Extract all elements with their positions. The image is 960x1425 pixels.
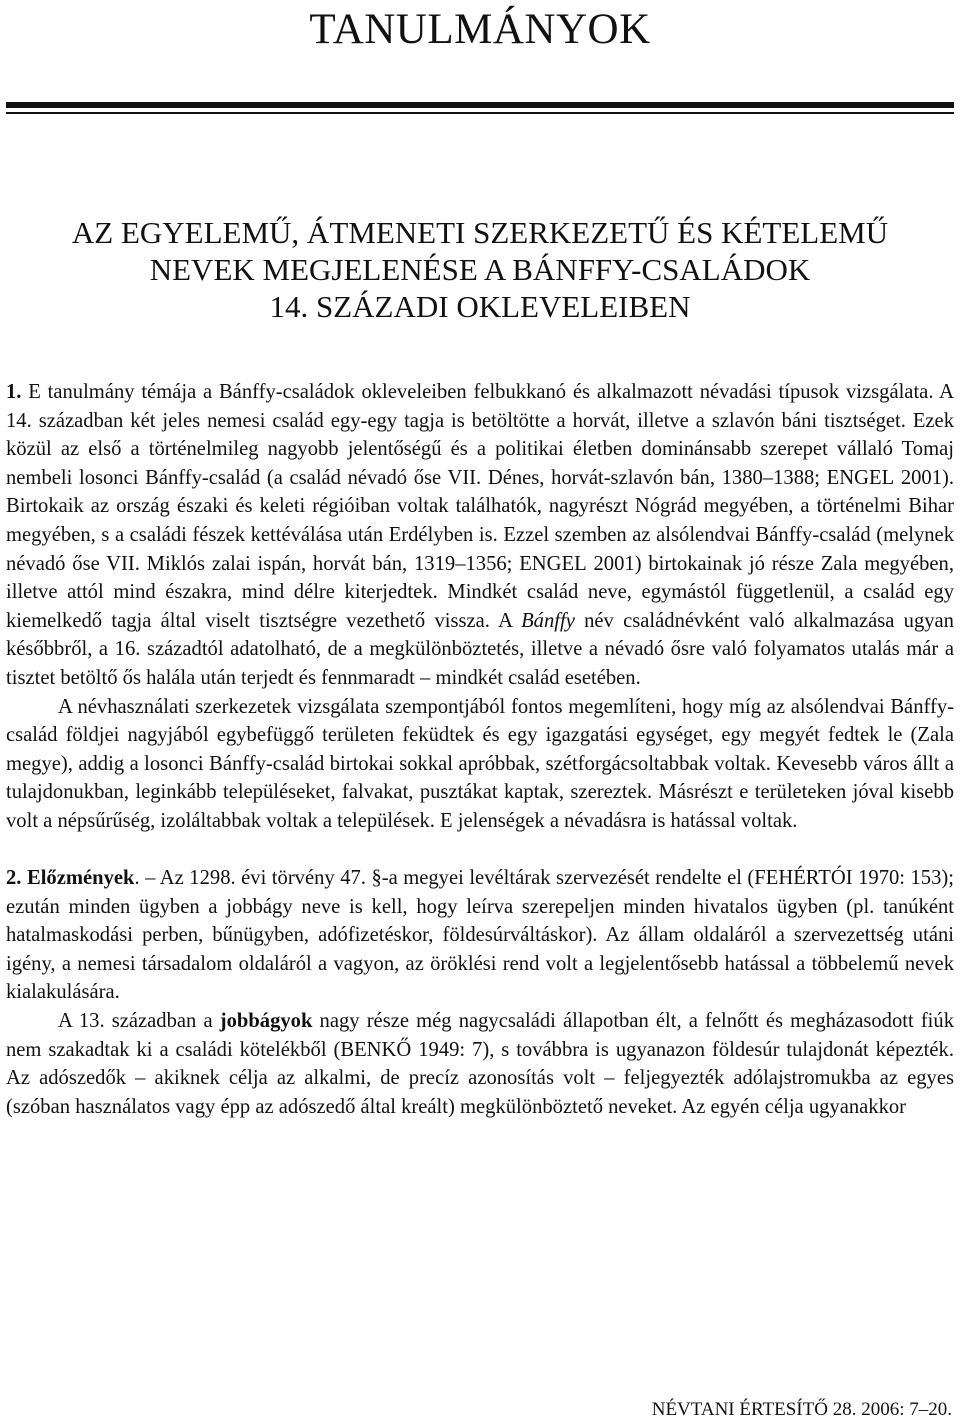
text-run: 1949: 7), s továbbra is ugyanazon földesúr tulajdonát képezték. Az adószedők – akiknek célja az alkalmi, de precíz azonosítás volt – feljegyezték adólajstromukba az egyes (szóban használatos vagy épp az adószedő által kreált) megkülönböztető neveket. Az egyén célja ugyanakkor — [6, 1038, 954, 1118]
paragraph-section-2 — [6, 864, 954, 1007]
section-heading: Előzmények — [26, 867, 135, 890]
text-run: 2001). Birtokaik az ország északi és keleti régióiban voltak találhatók, nagyrészt Nógrád megyében, a történelmi Bihar megyében, s a családi fészek kettéválása után Erdélyben is. Ezzel szemben az alsólendvai Bánffy-család (melynek névadó őse VII. Miklós zalai ispán, horvát bán, 1319–1356; — [6, 466, 955, 575]
article-title-line: NEVEK MEGJELENÉSE A BÁNFFY-CSALÁDOK — [149, 252, 811, 287]
text-run: név családnévként való alkalmazása ugyan későbbről, a 16. századtól adatolható, de a megkülönböztetés, illetve a névadó ősre való folyamatos utalás már a tisztet betöltő ős halála után terjedt és fennmaradt – mindkét család esetében. — [6, 609, 954, 689]
article-title — [0, 214, 960, 325]
citation-author: FEHÉRTÓI — [754, 867, 853, 890]
header-rule-thick — [6, 102, 954, 108]
text-run: nagy része még nagycsaládi állapotban élt, a felnőtt és megházasodott fiúk nem szakadtak ki a családi kötelékből ( — [6, 1010, 954, 1061]
header-rule-thin — [6, 112, 954, 114]
article-title-line: AZ EGYELEMŰ, ÁTMENETI SZERKEZETŰ ÉS KÉTELEMŰ — [71, 215, 889, 250]
bold-term: jobbágyok — [219, 1010, 313, 1033]
text-run: E tanulmány témája a Bánffy-családok okleveleiben felbukkanó és alkalmazott névadási típusok vizsgálata. A 14. században két jeles nemesi család egy-egy tagja is betöltötte a horvát, illetve a szlavón báni tisztséget. Ezek közül az első a történelmileg nagyobb jelentőségű és a politikai életben dominánsabb szerepet vállaló Tomaj nembeli losonci Bánffy-család (a család névadó őse VII. Dénes, horvát-szlavón bán, 1380–1388; — [6, 381, 954, 489]
italic-term: Bánffy — [521, 609, 575, 632]
article-title-line: 14. SZÁZADI OKLEVELEIBEN — [269, 289, 691, 324]
citation-author: ENGEL — [519, 552, 587, 575]
text-run: . – Az 1298. évi törvény 47. §-a megyei levéltárak szervezését rendelte el ( — [134, 867, 755, 890]
paragraph-section-1 — [6, 378, 954, 693]
article-body — [6, 378, 954, 1121]
paragraph-4 — [6, 1007, 954, 1121]
citation-author: BENKŐ — [340, 1038, 412, 1061]
section-title: TANULMÁNYOK — [309, 6, 651, 53]
section-number: 2. — [6, 867, 22, 890]
text-run: 1970: 153); ezután minden ügyben a jobbágy neve is kell, hogy leírva szerepeljen minden hivatalos ügyben (pl. tanúként hatalmaskodási perben, bűnügyben, adófizetéskor, földesúrváltáskor). Az állam oldaláról a szervezettség utáni igény, a nemesi társadalom oldaláról a vagyon, az öröklési rend volt a legjelentősebb hatással a többelemű nevek kialakulására. — [6, 867, 954, 1004]
citation-author: ENGEL — [826, 466, 895, 489]
journal-citation: NÉVTANI ÉRTESÍTŐ 28. 2006: 7–20. — [651, 1399, 952, 1420]
section-number: 1. — [6, 381, 22, 403]
text-run: A 13. században a — [58, 1010, 220, 1033]
text-run: 2001) birtokainak jó része Zala megyében, illetve attól mind északra, mind délre kiterjedtek. Mindkét család neve, egymástól függetlenül, a család egy kiemelkedő tagja által viselt tisztségre vezethető vissza. A — [6, 552, 954, 632]
paragraph-2: A névhasználati szerkezetek vizsgálata szempontjából fontos megemlíteni, hogy míg az alsólendvai Bánffy-család földjei nagyjából egybefüggő területen feküdtek és egy igazgatási egységet, egy megyét fedtek le (Zala megye), addig a losonci Bánffy-család birtokai sokkal apróbbak, szétforgácsoltabbak voltak. Kevesebb város állt a tulajdonukban, leginkább településeket, falvakat, pusztákat kaptak, szereztek. Másrészt e területeken jóval kisebb volt a népsűrűség, izoláltabbak voltak a települések. E jelenségek a névadásra is hatással voltak. — [6, 695, 954, 832]
